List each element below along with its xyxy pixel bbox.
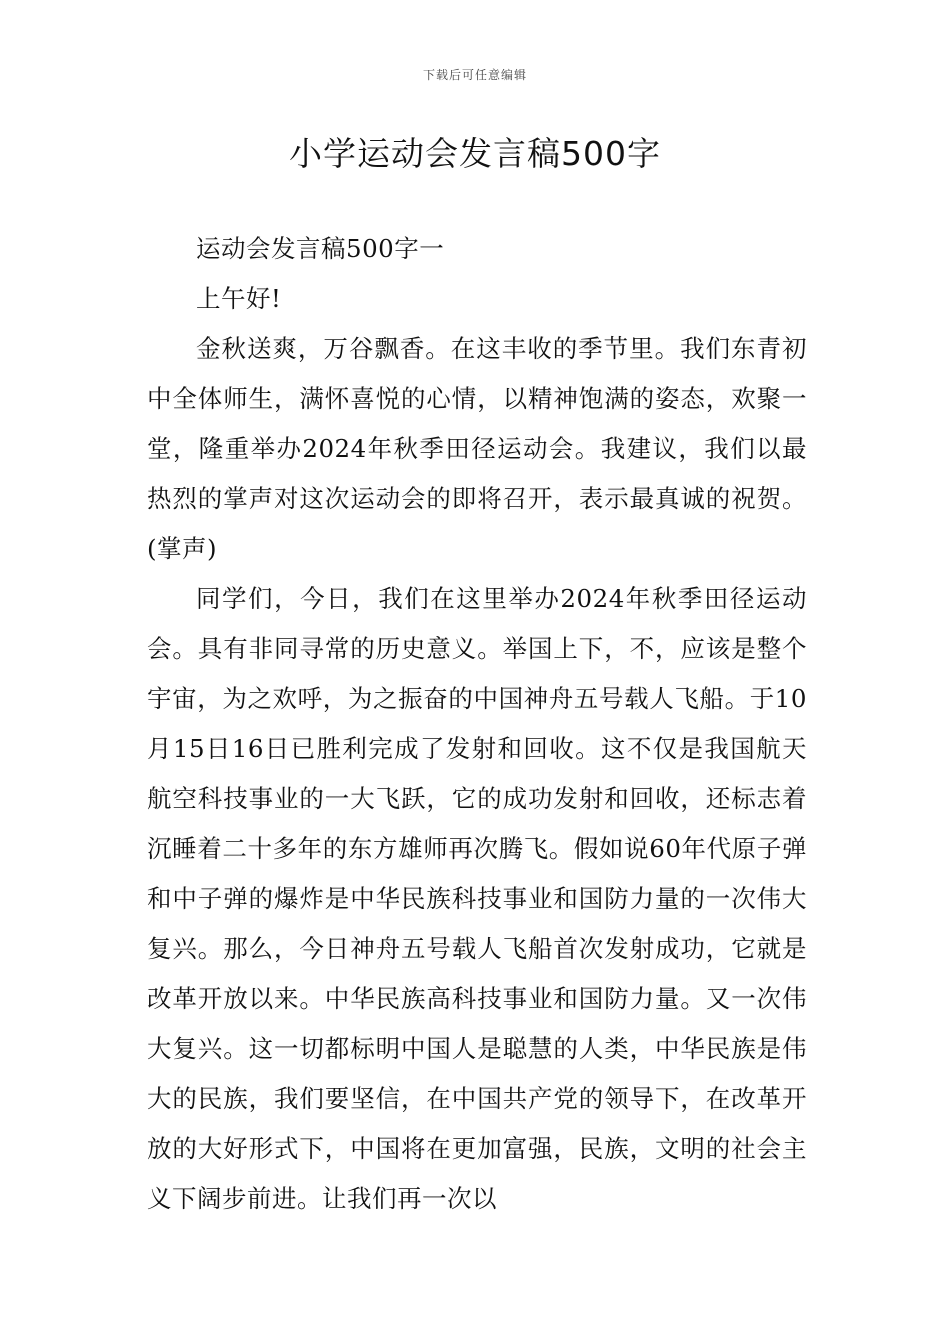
document-title: 小学运动会发言稿500字	[289, 134, 661, 173]
paragraph-greeting: 上午好!	[196, 284, 282, 313]
paragraph-subtitle: 运动会发言稿500字一	[196, 234, 445, 263]
document-body	[147, 224, 807, 1224]
paragraph-opening: 金秋送爽，万谷飘香。在这丰收的季节里。我们东青初中全体师生，满怀喜悦的心情，以精神饱满的姿态，欢聚一堂，隆重举办2024年秋季田径运动会。我建议，我们以最热烈的掌声对这次运动会的即将召开，表示最真诚的祝贺。(掌声)	[147, 334, 807, 563]
paragraph-main: 同学们，今日，我们在这里举办2024年秋季田径运动会。具有非同寻常的历史意义。举国上下，不，应该是整个宇宙，为之欢呼，为之振奋的中国神舟五号载人飞船。于10月15日16日已胜利完成了发射和回收。这不仅是我国航天航空科技事业的一大飞跃，它的成功发射和回收，还标志着沉睡着二十多年的东方雄师再次腾飞。假如说60年代原子弹和中子弹的爆炸是中华民族科技事业和国防力量的一次伟大复兴。那么，今日神舟五号载人飞船首次发射成功，它就是改革开放以来。中华民族高科技事业和国防力量。又一次伟大复兴。这一切都标明中国人是聪慧的人类，中华民族是伟大的民族，我们要坚信，在中国共产党的领导下，在改革开放的大好形式下，中国将在更加富强，民族，文明的社会主义下阔步前进。让我们再一次以	[147, 584, 807, 1213]
header-note: 下载后可任意编辑	[422, 68, 527, 82]
